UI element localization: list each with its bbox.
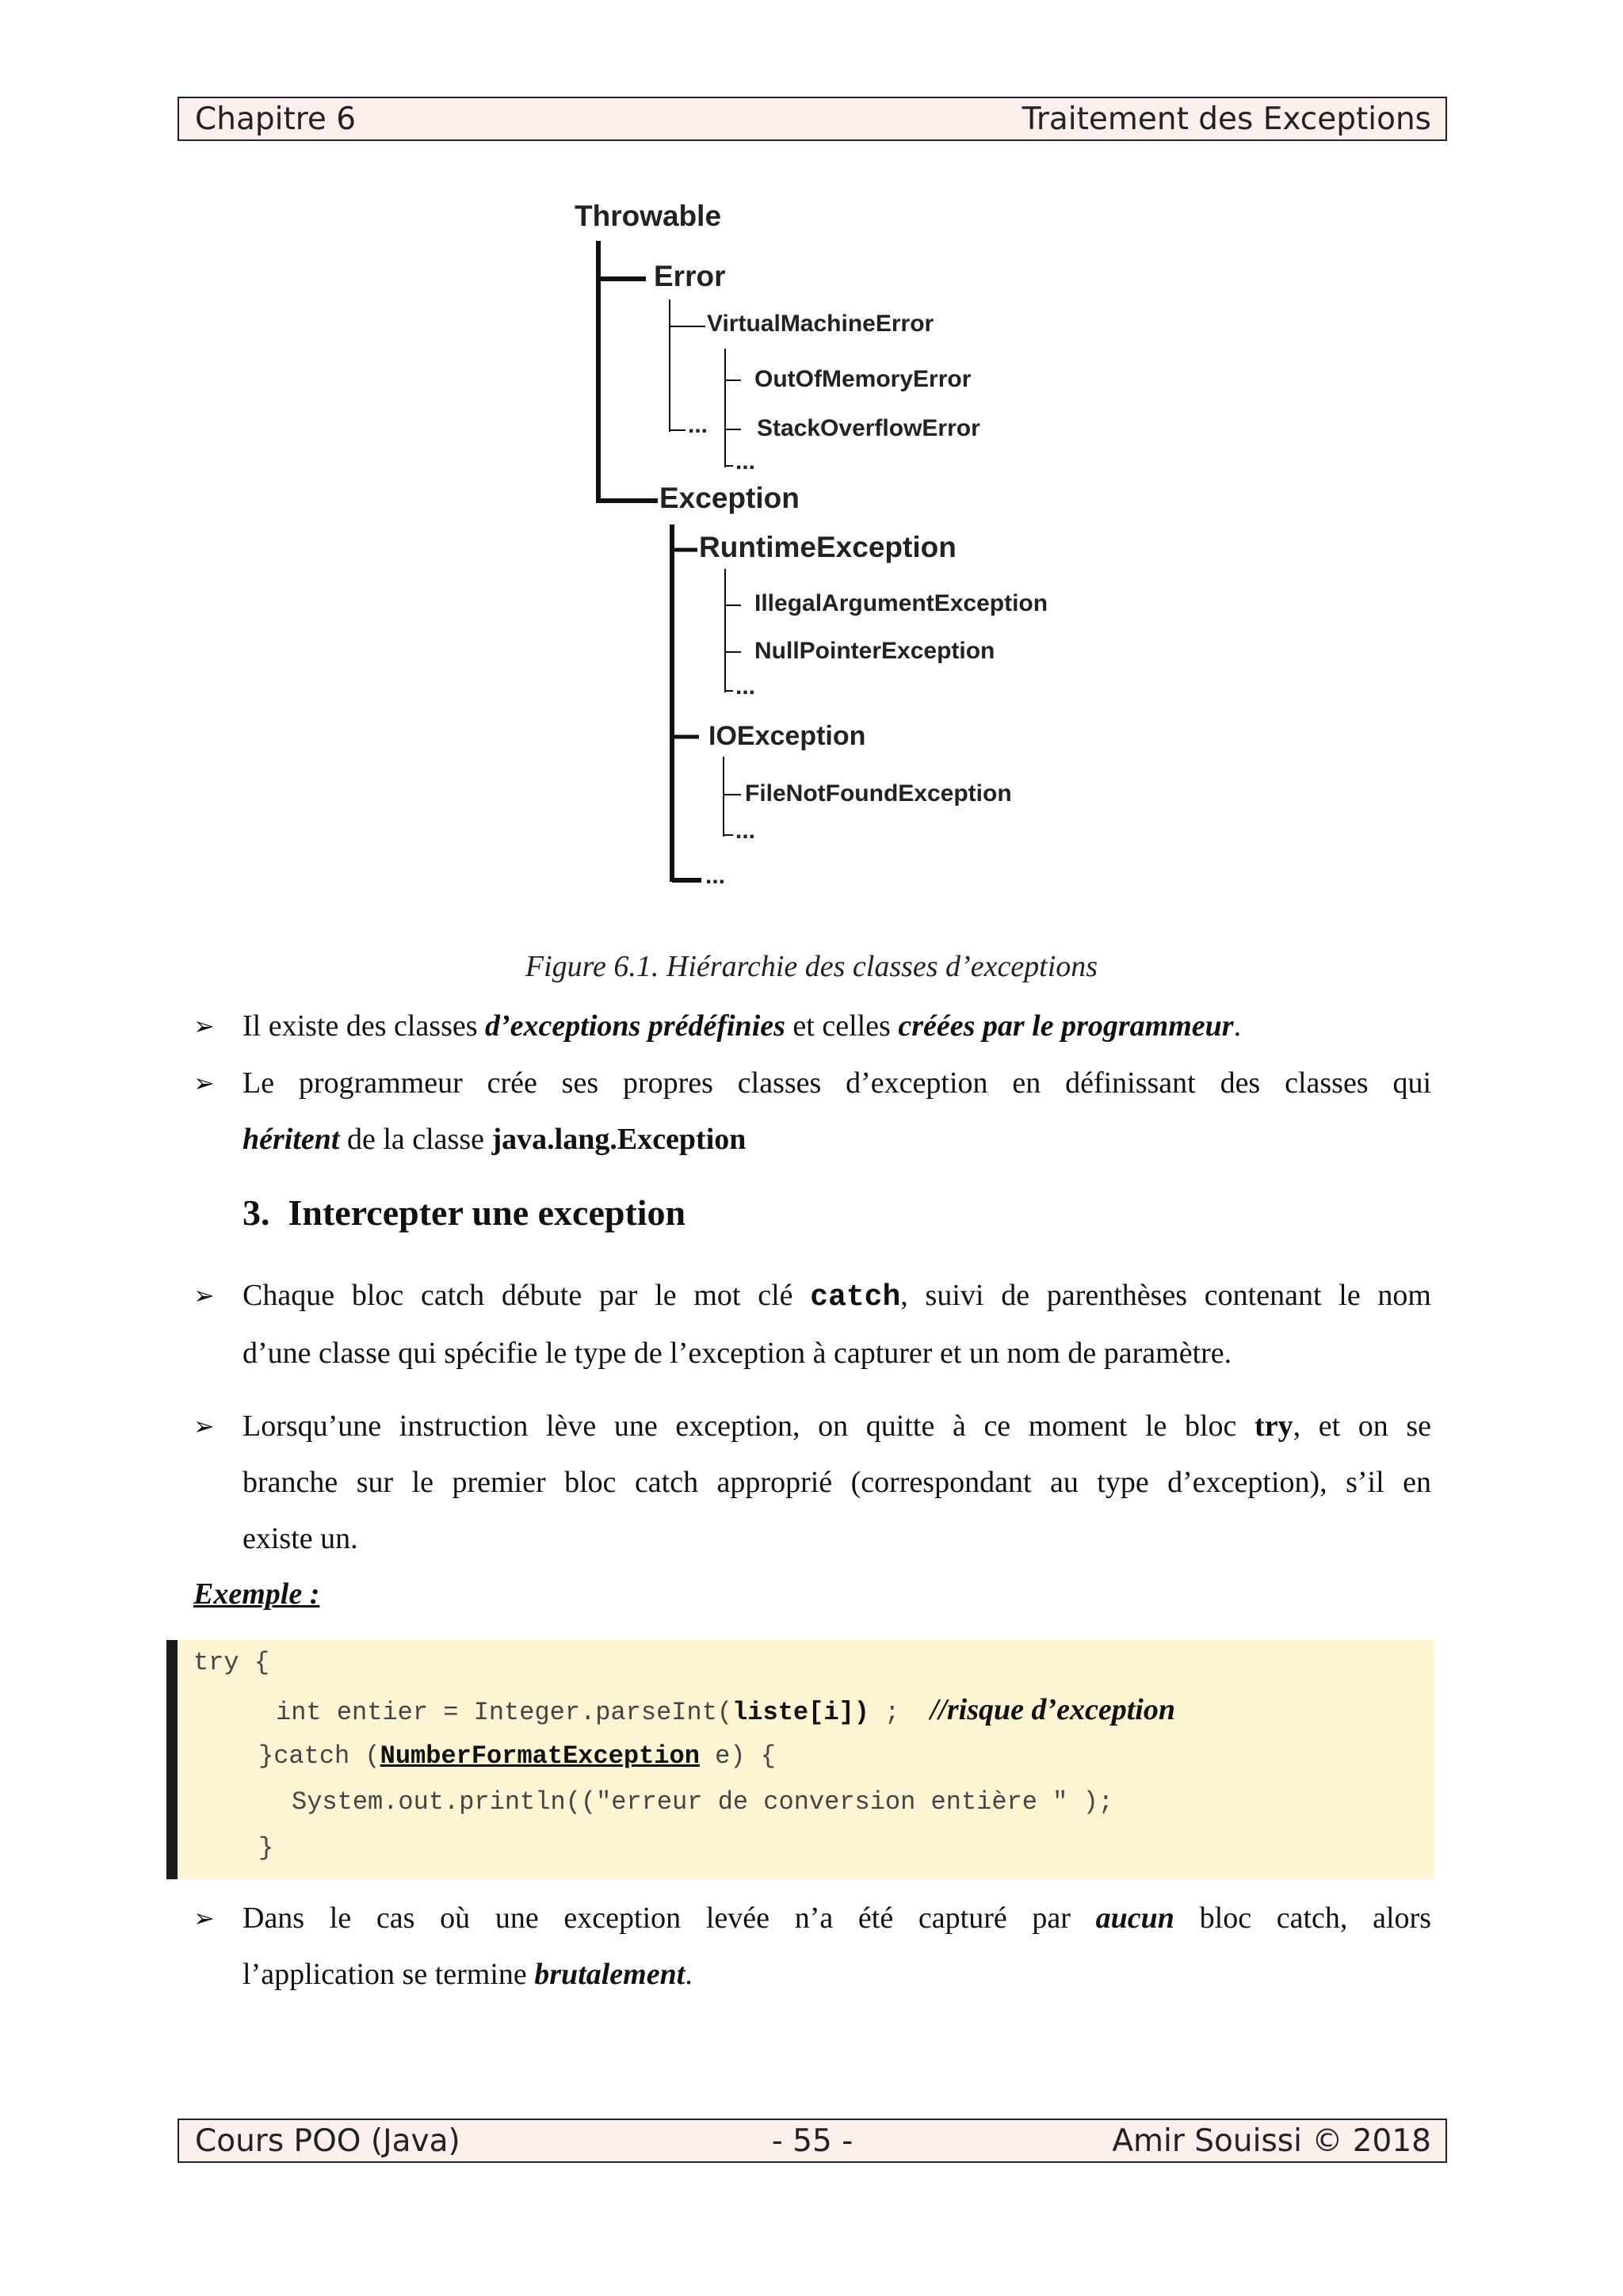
tree-node-outofmemoryerror: OutOfMemoryError [754, 366, 972, 392]
bullet-catch-block [193, 1268, 1431, 1382]
bullet-text: Il existe des classes [242, 1009, 486, 1043]
tree-node-exception: Exception [659, 482, 800, 514]
bullet-custom-classes [193, 1055, 1431, 1168]
code-block-bar [166, 1640, 178, 1879]
tree-node-throwable: Throwable [575, 200, 722, 232]
page-header [178, 97, 1447, 141]
bullet-arrow-icon: ➢ [193, 1011, 215, 1041]
bullet-text: , suivi de parenthèses contenant le nom [900, 1279, 1431, 1312]
code-line: System.out.println(("erreur de conversion entière " ); [292, 1787, 1113, 1817]
tree-node-virtualmachineerror: VirtualMachineError [707, 311, 934, 337]
exception-hierarchy-figure [555, 190, 1062, 887]
bullet-strong: try [1254, 1409, 1293, 1443]
code-text-bold: liste[i]) [732, 1698, 869, 1727]
tree-node-runtimeexception: RuntimeException [699, 531, 957, 563]
bullet-text: et celles [785, 1009, 899, 1043]
bullet-emphasis: brutalement [534, 1958, 685, 1991]
bullet-text: d’une classe qui spécifie le type de l’exception à capturer et un nom de paramètre. [242, 1337, 1232, 1370]
bullet-text: Lorsqu’une instruction lève une exception, on quitte à ce moment le bloc [242, 1409, 1255, 1443]
bullet-predefined-classes [193, 998, 1431, 1055]
bullet-text: Le programmeur crée ses propres classes d’exception en définissant des classes qui [242, 1066, 1431, 1100]
code-line [258, 1741, 776, 1771]
bullet-text: bloc catch, alors [1174, 1901, 1431, 1935]
tree-node-error: Error [654, 260, 726, 292]
bullet-text: l’application se termine [242, 1958, 535, 1991]
code-text: e) { [699, 1741, 776, 1771]
tree-node-filenotfoundexception: FileNotFoundException [745, 780, 1012, 807]
bullet-text: de la classe [339, 1123, 492, 1156]
example-label: Exemple : [193, 1577, 320, 1611]
bullet-arrow-icon: ➢ [193, 1068, 215, 1098]
chapter-label: Chapitre 6 [195, 101, 357, 137]
tree-node-ioexception: IOException [708, 721, 866, 751]
bullet-text: Dans le cas où une exception levée n’a été capturé par [242, 1901, 1096, 1935]
tree-node-stackoverflowerror: StackOverflowError [757, 415, 980, 441]
code-line: try { [193, 1648, 270, 1677]
course-label: Cours POO (Java) [195, 2123, 460, 2159]
section-heading [242, 1192, 685, 1234]
code-text-underlined: NumberFormatException [380, 1741, 700, 1771]
author-copyright: Amir Souissi © 2018 [1112, 2123, 1431, 2159]
bullet-strong: java.lang.Exception [491, 1123, 747, 1156]
chapter-title: Traitement des Exceptions [1022, 101, 1431, 137]
bullet-arrow-icon: ➢ [193, 1903, 215, 1933]
bullet-emphasis: héritent [242, 1123, 340, 1156]
figure-caption: Figure 6.1. Hiérarchie des classes d’exceptions [525, 950, 1098, 983]
section-title: Intercepter une exception [288, 1192, 686, 1233]
tree-node-error-more: ... [688, 412, 708, 438]
code-comment: //risque d’exception [930, 1693, 1175, 1726]
bullet-text: . [1233, 1009, 1242, 1043]
bullet-text: Chaque bloc catch débute par le mot clé [242, 1279, 811, 1312]
bullet-try-exit [193, 1398, 1431, 1567]
tree-node-vme-more: ... [735, 448, 756, 475]
bullet-text: existe un. [242, 1522, 358, 1555]
bullet-arrow-icon: ➢ [193, 1411, 215, 1441]
bullet-uncaught-exception [193, 1890, 1431, 2003]
tree-node-nullpointerexception: NullPointerException [754, 638, 995, 664]
bullet-text: branche sur le premier bloc catch approprié (correspondant au type d’exception), s’il en [242, 1466, 1431, 1499]
code-text: int entier = Integer.parseInt( [276, 1698, 733, 1727]
code-line [276, 1692, 1175, 1727]
tree-node-io-more: ... [735, 818, 756, 844]
page-number: - 55 - [771, 2123, 854, 2159]
bullet-text: . [685, 1958, 693, 1991]
tree-node-illegalargumentexception: IllegalArgumentException [754, 590, 1048, 616]
bullet-emphasis: créées par le programmeur [898, 1009, 1234, 1043]
bullet-text: , et on se [1293, 1409, 1432, 1443]
bullet-arrow-icon: ➢ [193, 1280, 215, 1310]
page-footer [178, 2119, 1447, 2163]
code-line: } [258, 1833, 274, 1863]
bullet-emphasis: d’exceptions prédéfinies [485, 1009, 785, 1043]
section-number: 3. [242, 1192, 270, 1233]
tree-node-exception-more: ... [705, 863, 726, 889]
code-text: ; [869, 1698, 900, 1727]
code-block [166, 1640, 1434, 1879]
inline-code: catch [810, 1280, 901, 1314]
tree-node-runtime-more: ... [735, 673, 756, 700]
bullet-emphasis: aucun [1095, 1901, 1174, 1935]
code-text: }catch ( [258, 1741, 380, 1771]
